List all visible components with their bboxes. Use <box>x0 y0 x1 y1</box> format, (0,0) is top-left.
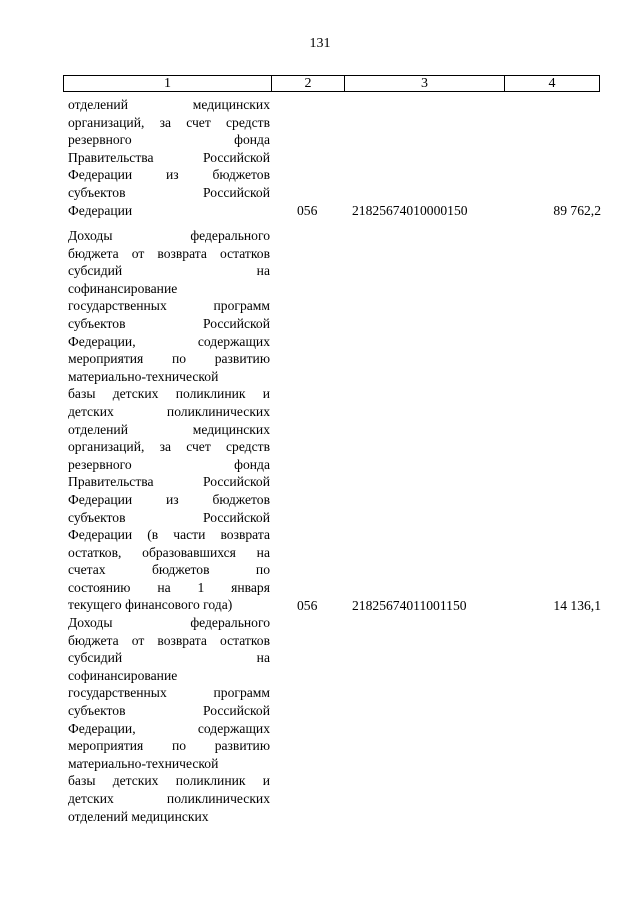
column-number-1: 1 <box>164 76 171 91</box>
description-line: остатков, образовавшихся на <box>68 544 270 560</box>
row-description <box>68 614 270 825</box>
description-line: мероприятия по развитию <box>68 351 270 367</box>
description-line: Доходы федерального <box>68 615 270 630</box>
description-line: мероприятия по развитию <box>68 738 270 754</box>
row-description <box>68 96 270 219</box>
description-line: субсидий на <box>68 263 270 279</box>
description-line: Федерации (в части возврата <box>68 527 270 543</box>
description-line: детских поликлинических <box>68 790 270 806</box>
description-line: Правительства Российской <box>68 474 270 490</box>
description-line: материально-технической <box>68 755 219 771</box>
description-line: субъектов Российской <box>68 509 270 525</box>
description-line: бюджета от возврата остатков <box>68 632 270 648</box>
row-code: 056 <box>297 202 318 218</box>
description-line: Федерации, содержащих <box>68 720 270 736</box>
description-line: отделений медицинских <box>68 97 270 112</box>
row-budget-code: 21825674011001150 <box>352 597 467 613</box>
description-line: отделений медицинских <box>68 808 209 824</box>
description-line: базы детских поликлиник и <box>68 386 270 402</box>
row-budget-code: 21825674010000150 <box>352 202 468 218</box>
description-line: резервного фонда <box>68 456 270 472</box>
description-line: Федерации <box>68 202 133 218</box>
description-line: Федерации из бюджетов <box>68 167 270 183</box>
description-line: бюджета от возврата остатков <box>68 245 270 261</box>
description-line: базы детских поликлиник и <box>68 773 270 789</box>
description-line: состоянию на 1 января <box>68 579 270 595</box>
description-line: организаций, за счет средств <box>68 439 270 455</box>
description-line: Правительства Российской <box>68 149 270 165</box>
description-line: отделений медицинских <box>68 421 270 437</box>
row-amount: 89 762,2 <box>553 202 601 218</box>
row-code: 056 <box>297 597 318 613</box>
column-number-4: 4 <box>548 76 556 91</box>
description-line: детских поликлинических <box>68 403 270 419</box>
description-line: субъектов Российской <box>68 184 270 200</box>
column-number-2: 2 <box>304 76 312 91</box>
description-line: государственных программ <box>68 685 270 701</box>
description-line: субъектов Российской <box>68 315 270 331</box>
table-column-header <box>63 75 600 92</box>
row-amount: 14 136,1 <box>553 597 601 613</box>
description-line: субъектов Российской <box>68 702 270 718</box>
description-line: государственных программ <box>68 298 270 314</box>
description-line: счетах бюджетов по <box>68 562 270 578</box>
description-line: Доходы федерального <box>68 228 270 243</box>
page-number: 131 <box>309 36 331 51</box>
description-line: софинансирование <box>68 280 178 296</box>
description-line: организаций, за счет средств <box>68 114 270 130</box>
description-line: Федерации, содержащих <box>68 333 270 349</box>
column-number-3: 3 <box>421 76 428 91</box>
description-line: Федерации из бюджетов <box>68 491 270 507</box>
description-line: субсидий на <box>68 650 270 666</box>
description-line: текущего финансового года) <box>68 597 233 613</box>
description-line: софинансирование <box>68 667 178 683</box>
row-description <box>68 227 270 614</box>
description-line: материально-технической <box>68 368 219 384</box>
description-line: резервного фонда <box>68 132 270 148</box>
